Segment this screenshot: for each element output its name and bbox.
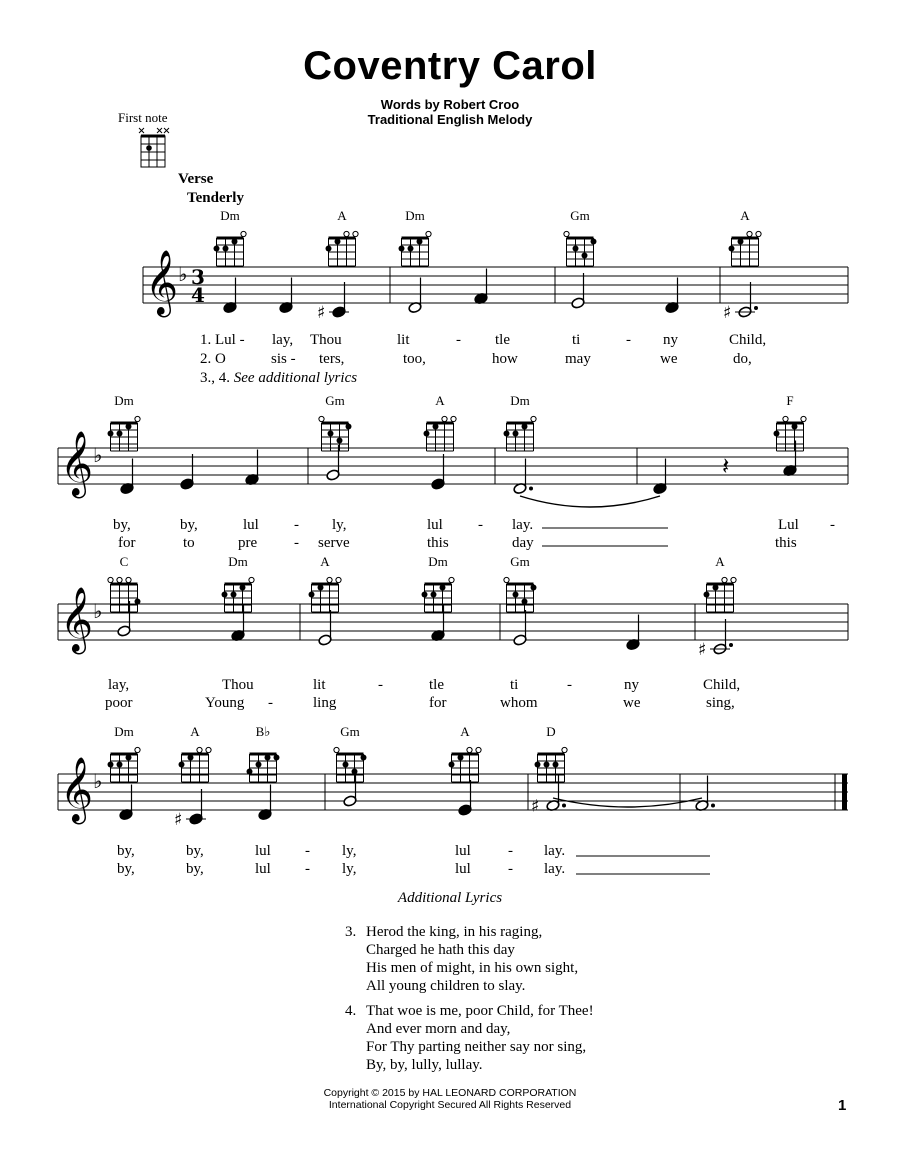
lyric: we <box>623 695 641 711</box>
note <box>474 269 488 305</box>
chord-name: Dm <box>114 724 134 739</box>
lyric: lay, <box>108 677 130 693</box>
lyric: 2. O <box>200 351 226 367</box>
verse-line: Charged he hath this day <box>366 942 515 958</box>
chord-name: D <box>546 724 556 739</box>
final-barline-thick <box>842 774 847 810</box>
finger-dot <box>713 585 719 591</box>
chord-name: Dm <box>220 208 240 223</box>
additional-lyrics-note <box>200 370 357 387</box>
lyric: - <box>508 861 513 877</box>
lyric: lit <box>397 332 410 348</box>
chord-diagram <box>108 577 141 612</box>
finger-dot <box>256 762 262 768</box>
lyric: - <box>294 535 299 551</box>
augmentation-dot <box>754 306 758 310</box>
treble-clef-icon: 𝄞 <box>60 757 94 822</box>
finger-dot <box>792 424 798 430</box>
lyric: lay. <box>512 517 534 533</box>
lyric: for <box>429 695 447 711</box>
key-signature-flat-icon: ♭ <box>93 599 103 623</box>
composer-credit: Traditional English Melody <box>367 112 533 127</box>
chord-name: Gm <box>340 724 360 739</box>
lyric: - <box>268 695 273 711</box>
note <box>223 278 237 314</box>
chord-diagram <box>729 231 762 266</box>
note <box>513 459 533 495</box>
finger-dot <box>326 246 332 252</box>
lyric: ly, <box>332 517 347 533</box>
finger-dot <box>223 246 229 252</box>
open-string-marker <box>336 577 341 582</box>
lyric: ti <box>510 677 519 693</box>
time-signature-bottom: 4 <box>191 283 205 307</box>
note <box>653 459 667 495</box>
chord-diagram <box>399 231 432 266</box>
finger-dot <box>729 246 735 252</box>
finger-dot <box>126 424 132 430</box>
open-string-marker <box>334 747 339 752</box>
chord-name: Dm <box>428 554 448 569</box>
chord-diagram <box>422 577 455 612</box>
verse-line: His men of might, in his own sight, <box>366 960 579 976</box>
chord-name: Dm <box>405 208 425 223</box>
finger-dot <box>531 585 537 591</box>
open-string-marker <box>756 231 761 236</box>
lyric: how <box>492 351 518 367</box>
finger-dot <box>774 431 780 437</box>
finger-dot <box>738 239 744 245</box>
note <box>318 610 332 646</box>
lyric: - <box>508 843 513 859</box>
finger-dot <box>361 755 367 761</box>
lyric: ters, <box>319 351 345 367</box>
augmentation-dot <box>711 804 715 808</box>
chord-name: A <box>460 724 470 739</box>
open-string-marker <box>722 577 727 582</box>
finger-dot <box>274 755 280 761</box>
chord-diagram <box>247 754 280 782</box>
chord-diagram <box>504 577 537 612</box>
lyric: Young <box>205 695 245 711</box>
lyric: ny <box>624 677 639 693</box>
chord-name: Gm <box>510 554 530 569</box>
chord-diagram <box>334 747 367 782</box>
chord-name: A <box>435 393 445 408</box>
lyric: sis - <box>271 351 296 367</box>
key-signature-flat-icon: ♭ <box>178 262 188 286</box>
open-string-marker <box>344 231 349 236</box>
finger-dot <box>318 585 324 591</box>
key-signature-flat-icon: ♭ <box>93 769 103 793</box>
quarter-rest-icon: 𝄽 <box>722 452 730 480</box>
finger-dot <box>417 239 423 245</box>
time-signature-top: 3 <box>191 265 205 289</box>
chord-diagram <box>319 416 352 451</box>
lyric: ti <box>572 332 581 348</box>
sharp-icon: ♯ <box>531 796 540 817</box>
section-label: Verse <box>178 171 214 187</box>
open-string-marker <box>801 416 806 421</box>
lyric: too, <box>403 351 426 367</box>
chord-diagram <box>704 577 737 612</box>
key-signature-flat-icon: ♭ <box>93 443 103 467</box>
chord-name: Dm <box>510 393 530 408</box>
chord-diagram <box>108 416 141 451</box>
finger-dot <box>513 592 519 598</box>
finger-dot <box>108 431 114 437</box>
lyric: - <box>830 517 835 533</box>
lyric: Child, <box>703 677 741 693</box>
chord-name: Dm <box>114 393 134 408</box>
chord-diagram <box>222 577 255 612</box>
note <box>245 450 259 486</box>
lyric: Child, <box>729 332 767 348</box>
lyricist-credit: Words by Robert Croo <box>380 97 520 112</box>
open-string-marker <box>562 747 567 752</box>
lyric: serve <box>318 535 350 551</box>
finger-dot <box>108 762 114 768</box>
lyric: by, <box>186 843 204 859</box>
lyric: - <box>567 677 572 693</box>
open-string-marker <box>117 577 122 582</box>
open-string-marker <box>426 231 431 236</box>
song-title: Coventry Carol <box>303 44 597 88</box>
chord-diagram <box>309 577 342 612</box>
open-string-marker <box>783 416 788 421</box>
tempo-marking: Tenderly <box>187 190 244 206</box>
lyric: whom <box>500 695 538 711</box>
open-string-marker <box>241 231 246 236</box>
first-note-label: First note <box>118 110 168 125</box>
staff <box>143 250 848 317</box>
open-string-marker <box>353 231 358 236</box>
finger-dot <box>309 592 315 598</box>
chord-diagram <box>774 416 807 451</box>
lyric: lay, <box>272 332 294 348</box>
finger-dot <box>504 431 510 437</box>
open-string-marker <box>504 577 509 582</box>
finger-dot <box>522 424 528 430</box>
verse-line: All young children to slay. <box>366 978 526 994</box>
lyric: tle <box>429 677 444 693</box>
open-string-marker <box>327 577 332 582</box>
finger-dot <box>179 762 185 768</box>
finger-dot <box>440 585 446 591</box>
finger-dot <box>458 755 464 761</box>
open-string-marker <box>467 747 472 752</box>
sharp-icon: ♯ <box>174 810 183 830</box>
note <box>626 615 640 651</box>
note <box>431 454 445 490</box>
lyric: this <box>775 535 797 551</box>
open-string-marker <box>206 747 211 752</box>
finger-dot <box>704 592 710 598</box>
chord-diagram <box>449 747 482 782</box>
open-string-marker <box>197 747 202 752</box>
lyric: lit <box>313 677 326 693</box>
verse-line: By, by, lully, lullay. <box>366 1057 483 1073</box>
lyric: ling <box>313 695 337 711</box>
note <box>665 278 679 314</box>
open-string-marker <box>135 416 140 421</box>
chord-diagram <box>424 416 457 451</box>
lyric: Thou <box>310 332 342 348</box>
note <box>326 445 340 481</box>
open-string-marker <box>564 231 569 236</box>
open-string-marker <box>108 577 113 582</box>
chord-diagram <box>504 416 537 451</box>
open-string-marker <box>449 577 454 582</box>
lyric: we <box>660 351 678 367</box>
finger-dot <box>573 246 579 252</box>
open-string-marker <box>319 416 324 421</box>
lyric: lay. <box>544 843 566 859</box>
lyric: by, <box>113 517 131 533</box>
chord-diagram <box>214 231 247 266</box>
finger-dot <box>117 762 123 768</box>
finger-dot <box>343 762 349 768</box>
finger-dot <box>535 762 541 768</box>
lyric: tle <box>495 332 510 348</box>
sharp-icon: ♯ <box>317 303 326 323</box>
lyric: sing, <box>706 695 735 711</box>
rights-line: International Copyright Secured All Rights Reserved <box>328 1099 572 1111</box>
augmentation-dot <box>529 487 533 491</box>
lyric: for <box>118 535 136 551</box>
finger-dot <box>399 246 405 252</box>
note <box>120 459 134 495</box>
chord-diagram <box>108 747 141 782</box>
open-string-marker <box>126 577 131 582</box>
lyric: lul <box>255 861 271 877</box>
note <box>571 273 585 309</box>
lyric: by, <box>117 861 135 877</box>
open-string-marker <box>451 416 456 421</box>
copyright-line: Copyright © 2015 by HAL LEONARD CORPORATION <box>323 1087 577 1099</box>
lyric: lul <box>427 517 443 533</box>
verse-line: That woe is me, poor Child, for Thee! <box>366 1003 594 1019</box>
chord-diagram <box>535 747 568 782</box>
lyric: ny <box>663 332 678 348</box>
chord-name: A <box>740 208 750 223</box>
chord-name: Gm <box>325 393 345 408</box>
chord-diagram <box>564 231 597 266</box>
finger-dot <box>424 431 430 437</box>
chord-name: A <box>190 724 200 739</box>
finger-dot <box>222 592 228 598</box>
lyric: - <box>294 517 299 533</box>
lyric: ly, <box>342 843 357 859</box>
lyric: Lul <box>778 517 799 533</box>
lyric: lul <box>243 517 259 533</box>
lyric: pre <box>238 535 258 551</box>
finger-dot <box>433 424 439 430</box>
page-number: 1 <box>838 1097 847 1114</box>
lyric: lay. <box>544 861 566 877</box>
open-string-marker <box>135 747 140 752</box>
chord-name: Dm <box>228 554 248 569</box>
lyric: - <box>456 332 461 348</box>
lyric: day <box>512 535 534 551</box>
finger-dot <box>240 585 246 591</box>
note <box>513 610 527 646</box>
lyric: - <box>305 861 310 877</box>
lyric: 3., 4. See additional lyrics <box>200 370 358 386</box>
sharp-icon: ♯ <box>723 303 732 323</box>
augmentation-dot <box>562 804 566 808</box>
chord-name: A <box>715 554 725 569</box>
lyric: - <box>626 332 631 348</box>
chord-name: B♭ <box>255 724 271 739</box>
open-string-marker <box>476 747 481 752</box>
finger-dot <box>431 592 437 598</box>
lyric: - <box>305 843 310 859</box>
note <box>279 278 293 314</box>
verse-line: For Thy parting neither say nor sing, <box>366 1039 587 1055</box>
verse-line: Herod the king, in his raging, <box>366 924 543 940</box>
additional-lyrics-title: Additional Lyrics <box>397 890 503 906</box>
treble-clef-icon: 𝄞 <box>145 250 179 315</box>
treble-clef-icon: 𝄞 <box>60 587 94 652</box>
finger-dot <box>449 762 455 768</box>
note <box>180 454 194 490</box>
finger-dot <box>513 431 519 437</box>
finger-dot <box>553 762 559 768</box>
finger-dot <box>126 755 132 761</box>
finger-dot <box>335 239 341 245</box>
chord-name: A <box>337 208 347 223</box>
lyric: may <box>565 351 591 367</box>
note <box>408 278 422 314</box>
lyric: lul <box>455 861 471 877</box>
finger-dot <box>232 239 238 245</box>
finger-dot <box>422 592 428 598</box>
finger-dot <box>337 438 343 444</box>
verse-number: 4. <box>345 1003 357 1019</box>
lyric: Thou <box>222 677 254 693</box>
lyric: lul <box>455 843 471 859</box>
lyric: by, <box>186 861 204 877</box>
chord-name: F <box>786 393 794 408</box>
lyric: poor <box>105 695 133 711</box>
chord-diagram <box>179 747 212 782</box>
chord-name: Gm <box>570 208 590 223</box>
finger-dot <box>214 246 220 252</box>
finger-dot <box>328 431 334 437</box>
lyric: this <box>427 535 449 551</box>
treble-clef-icon: 𝄞 <box>60 431 94 496</box>
lyric: by, <box>117 843 135 859</box>
lyric-instruction: See additional lyrics <box>233 370 358 386</box>
note <box>258 785 272 821</box>
finger-dot <box>265 755 271 761</box>
lyric: by, <box>180 517 198 533</box>
lyric: - <box>478 517 483 533</box>
open-string-marker <box>442 416 447 421</box>
lyric: lul <box>255 843 271 859</box>
chord-name: C <box>119 554 129 569</box>
finger-dot <box>117 431 123 437</box>
finger-dot <box>231 592 237 598</box>
augmentation-dot <box>729 643 733 647</box>
finger-dot <box>582 253 588 259</box>
finger-dot <box>346 424 352 430</box>
finger-dot <box>408 246 414 252</box>
finger-dot <box>544 762 550 768</box>
tie <box>520 496 660 507</box>
open-string-marker <box>747 231 752 236</box>
open-string-marker <box>249 577 254 582</box>
verse-number: 3. <box>345 924 357 940</box>
note <box>458 780 472 816</box>
finger-dot <box>188 755 194 761</box>
note <box>695 776 715 812</box>
lyric: - <box>378 677 383 693</box>
lyric: do, <box>733 351 752 367</box>
chord-diagram <box>326 231 359 266</box>
open-string-marker <box>531 416 536 421</box>
chord-name: A <box>320 554 330 569</box>
open-string-marker <box>731 577 736 582</box>
lyric: to <box>183 535 195 551</box>
finger-dot <box>591 239 597 245</box>
lyric: 1. Lul - <box>200 332 245 348</box>
note <box>119 785 133 821</box>
verse-line: And ever morn and day, <box>366 1021 511 1037</box>
sharp-icon: ♯ <box>698 640 707 660</box>
lyric: ly, <box>342 861 357 877</box>
